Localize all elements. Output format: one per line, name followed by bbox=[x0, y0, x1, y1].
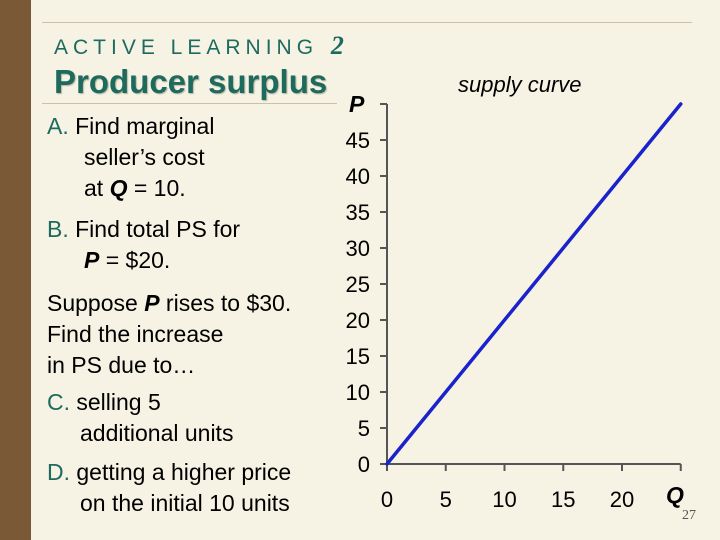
x-tick-label: 20 bbox=[609, 487, 635, 512]
question-b-line1: Find total PS for bbox=[75, 216, 241, 242]
y-tick-label: 45 bbox=[345, 128, 370, 153]
scenario-line2: Find the increase bbox=[47, 321, 224, 347]
question-d-line2: on the initial 10 units bbox=[80, 490, 290, 516]
x-tick-label: 5 bbox=[439, 487, 452, 512]
x-tick-label: 15 bbox=[551, 487, 576, 512]
question-b-label: B. bbox=[47, 216, 69, 242]
y-tick-label: 25 bbox=[345, 272, 370, 297]
y-tick-label: 5 bbox=[357, 416, 370, 441]
question-c-label: C. bbox=[47, 389, 70, 415]
y-tick-label: 35 bbox=[345, 200, 370, 225]
question-a-line3: at Q = 10. bbox=[84, 175, 186, 201]
kicker-number: 2 bbox=[330, 31, 344, 60]
question-a-line1: Find marginal bbox=[75, 113, 215, 139]
question-b-line2: P = $20. bbox=[84, 247, 171, 273]
y-tick-label: 15 bbox=[345, 344, 370, 369]
slide-title: Producer surplus bbox=[54, 63, 328, 100]
x-tick-label: 0 bbox=[380, 487, 394, 512]
supply-curve-label: supply curve bbox=[458, 72, 582, 97]
question-c-line1: selling 5 bbox=[76, 389, 161, 415]
supply-curve-line bbox=[387, 104, 681, 464]
y-tick-label: 20 bbox=[345, 308, 370, 333]
x-tick-label: 10 bbox=[492, 487, 517, 512]
page-number: 27 bbox=[682, 508, 696, 523]
scenario-line3: in PS due to… bbox=[47, 352, 196, 378]
question-d-line1: getting a higher price bbox=[76, 459, 292, 485]
y-tick-label: 0 bbox=[357, 452, 370, 477]
y-tick-label: 10 bbox=[345, 380, 370, 405]
y-tick-label: 40 bbox=[345, 164, 370, 189]
scenario-line1: Suppose P rises to $30. bbox=[47, 290, 292, 316]
y-axis-label: P bbox=[349, 91, 365, 117]
question-a-label: A. bbox=[47, 113, 69, 139]
y-tick-label: 30 bbox=[345, 236, 370, 261]
x-axis-label: Q bbox=[666, 482, 684, 508]
question-a-line2: seller’s cost bbox=[84, 144, 205, 170]
question-c-line2: additional units bbox=[80, 420, 234, 446]
kicker-text: ACTIVE LEARNING bbox=[54, 36, 319, 59]
question-d-label: D. bbox=[47, 459, 70, 485]
